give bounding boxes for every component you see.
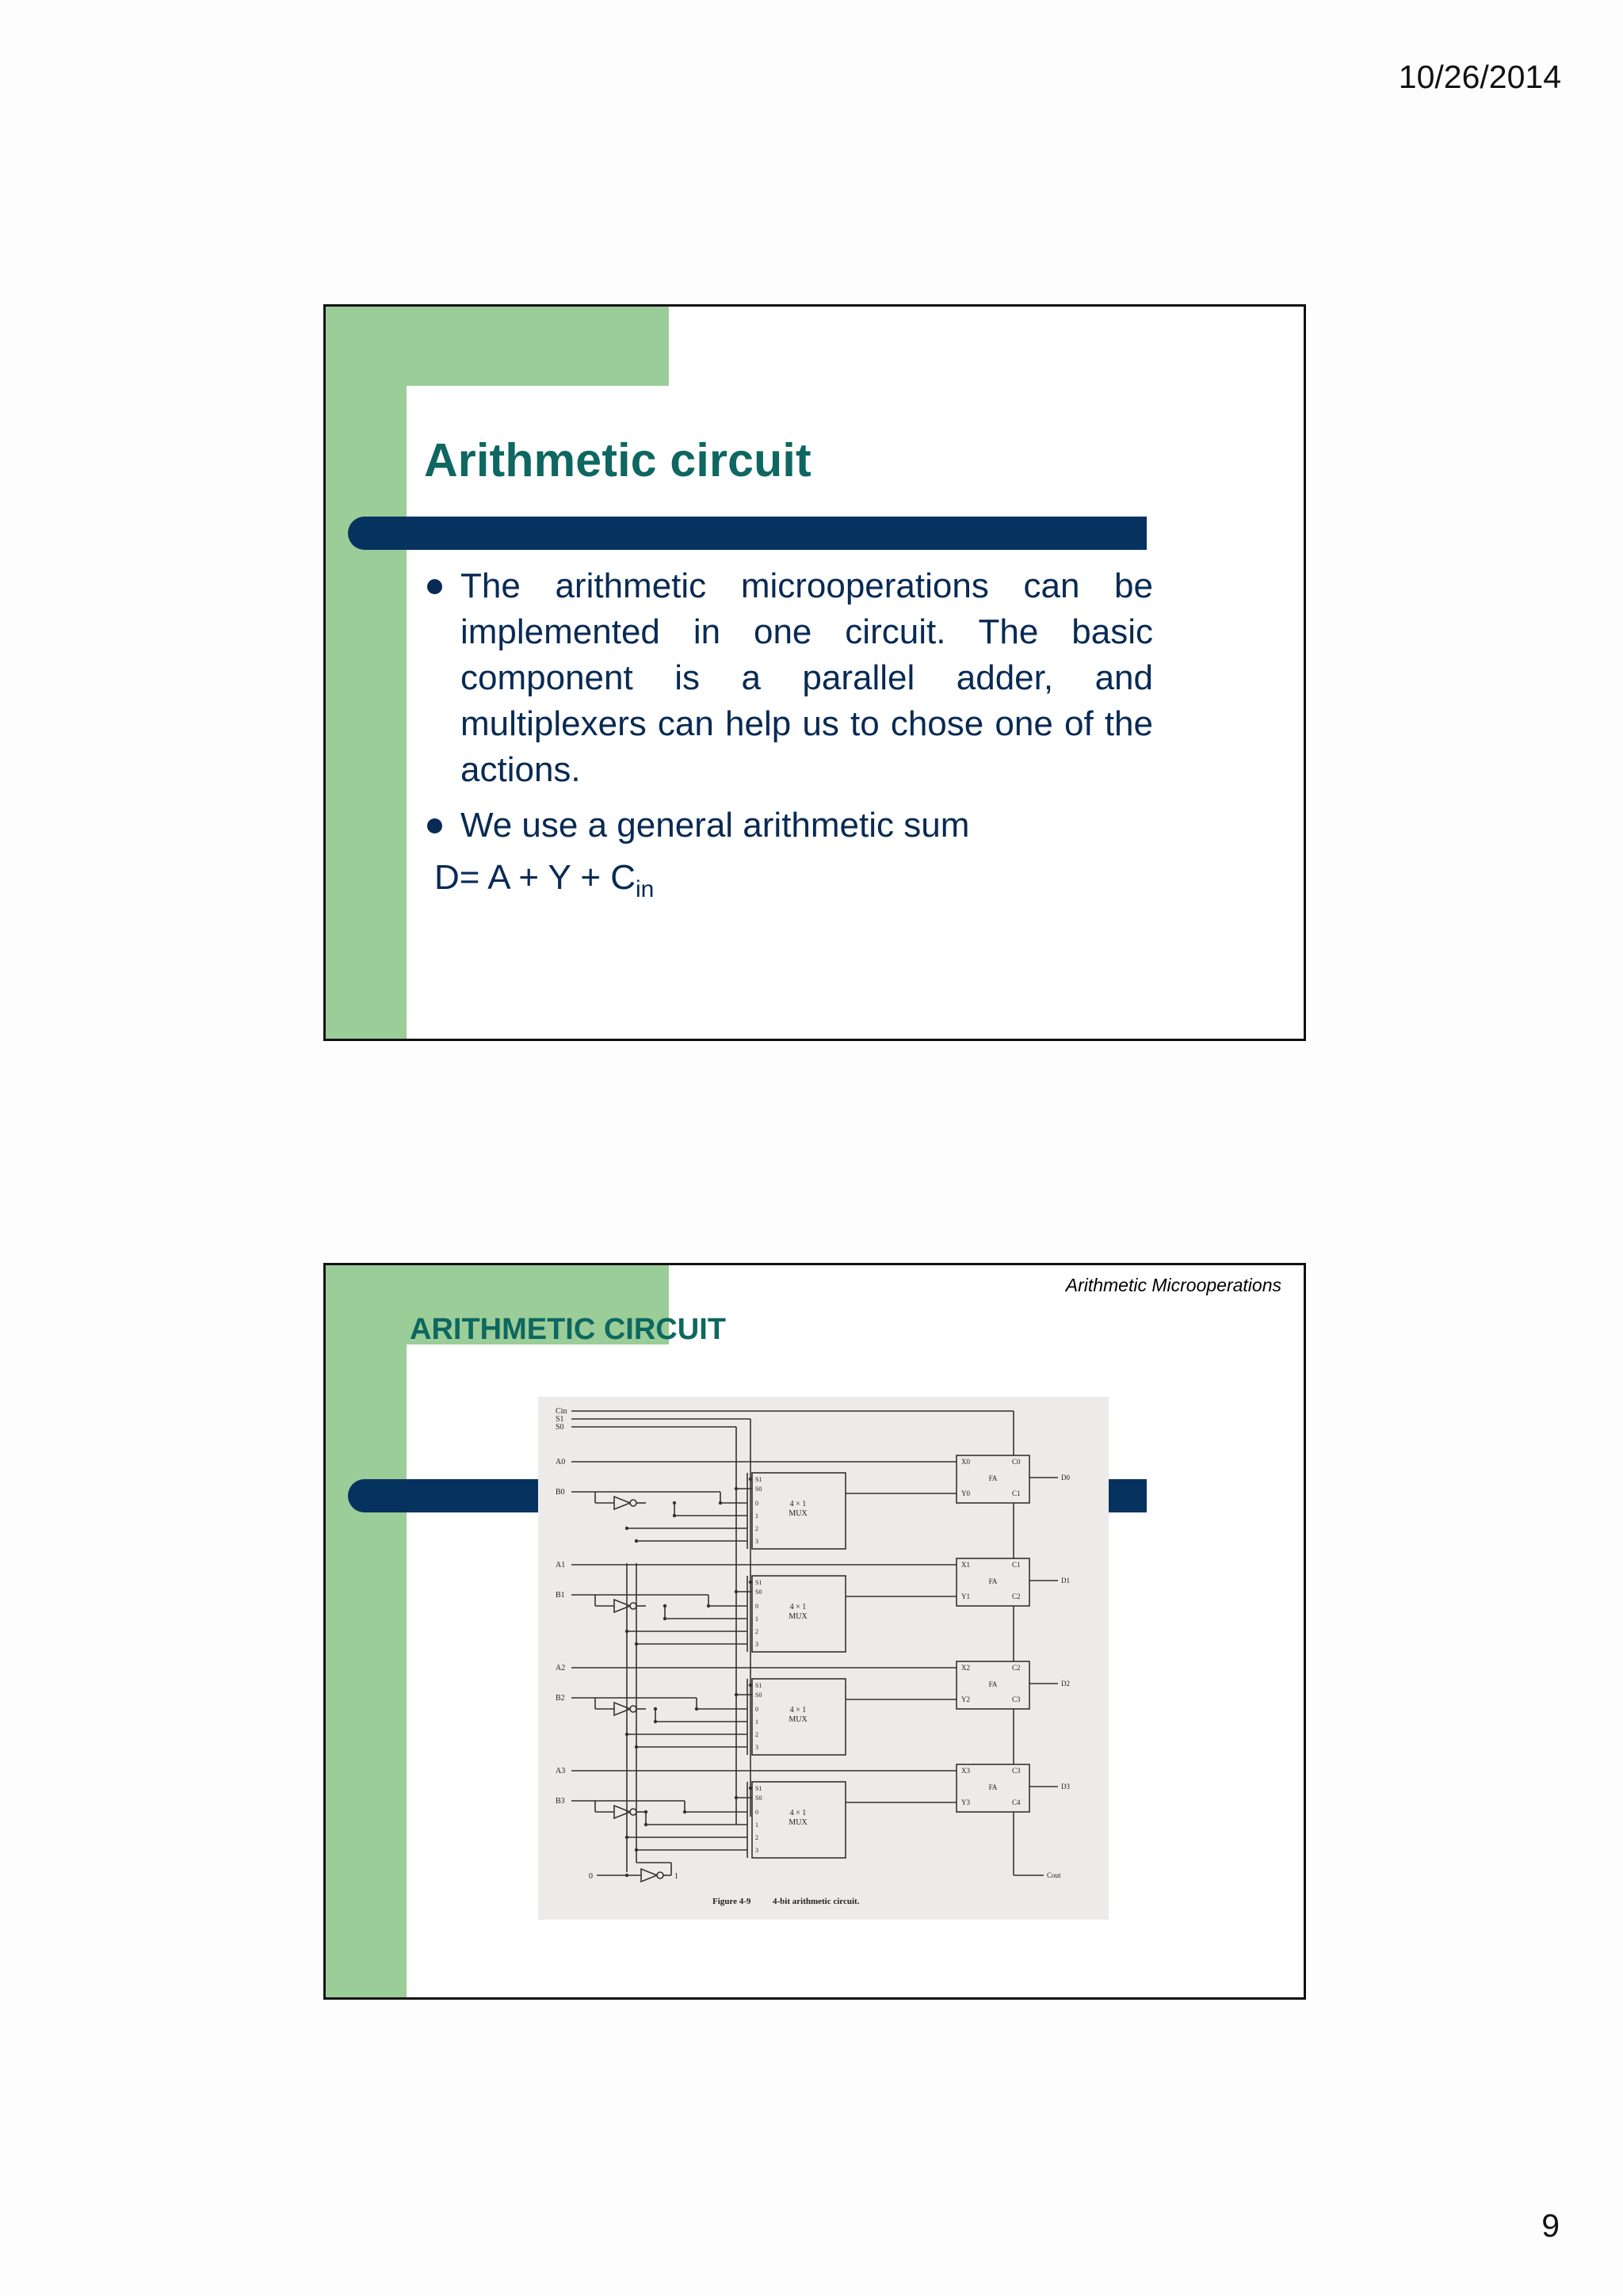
slide-title: ARITHMETIC CIRCUIT	[410, 1313, 726, 1346]
junction-dot	[673, 1501, 676, 1505]
circuit-figure	[538, 1397, 1109, 1920]
input-label-cin: Cin	[556, 1407, 567, 1416]
input-label-s1: S1	[556, 1415, 564, 1424]
fa-pin-label: Y0	[961, 1489, 970, 1497]
mux-pin-label: S0	[755, 1794, 762, 1802]
mux-pin-label: 2	[755, 1731, 758, 1738]
inverter-bubble	[630, 1706, 636, 1712]
mux-pin-label: S1	[755, 1579, 762, 1586]
constant-zero-label: 0	[589, 1872, 593, 1881]
junction-dot	[625, 1527, 628, 1530]
d-output-label: D0	[1061, 1474, 1070, 1482]
mux-pin-label: S0	[755, 1691, 762, 1699]
arithmetic-circuit-diagram	[538, 1397, 1109, 1920]
mux-pin-label: S1	[755, 1682, 762, 1689]
green-top-tab	[326, 307, 669, 386]
slide-arithmetic-circuit-diagram	[323, 1263, 1306, 2000]
mux-label: 4 × 1	[789, 1500, 807, 1508]
mux-pin-label: 3	[755, 1641, 758, 1648]
d-output-label: D3	[1061, 1783, 1070, 1791]
a-input-label: A3	[556, 1767, 566, 1775]
inverter-gate	[614, 1806, 630, 1818]
formula-subscript: in	[636, 875, 655, 902]
fa-pin-label: X1	[961, 1561, 970, 1569]
formula-main: D= A + Y + C	[434, 858, 636, 897]
mux-pin-label: S0	[755, 1486, 762, 1493]
mux-pin-label: S1	[755, 1476, 762, 1483]
mux-pin-label: 1	[755, 1718, 758, 1726]
mux-label: MUX	[789, 1715, 808, 1724]
b-input-label: B0	[556, 1488, 565, 1497]
mux-pin-label: 3	[755, 1538, 758, 1545]
a-input-label: A1	[556, 1561, 566, 1569]
junction-dot	[735, 1693, 738, 1696]
bullet-item: The arithmetic microoperations can be implemented in one circuit. The basic component is a parallel adder, and multiplexers can help us to chose one of the actions.	[424, 563, 1153, 793]
junction-dot	[644, 1810, 647, 1814]
corner-curve	[407, 1344, 478, 1416]
fa-pin-label: Y2	[961, 1695, 970, 1703]
inverter-bubble	[657, 1872, 663, 1878]
bullet-list	[424, 563, 1153, 858]
fa-pin-label: C4	[1012, 1798, 1021, 1806]
inverter-gate	[614, 1497, 630, 1509]
junction-dot	[654, 1707, 657, 1711]
cout-label: Cout	[1047, 1871, 1061, 1879]
figure-caption-text: 4-bit arithmetic circuit.	[773, 1897, 860, 1906]
fa-pin-label: C0	[1012, 1458, 1021, 1466]
mux-pin-label: 1	[755, 1512, 758, 1520]
page-date: 10/26/2014	[1398, 59, 1561, 95]
input-label-s0: S0	[556, 1423, 564, 1432]
mux-pin-label: 2	[755, 1525, 758, 1532]
fa-pin-label: X2	[961, 1664, 970, 1672]
fa-pin-label: C2	[1012, 1664, 1021, 1672]
mux-pin-label: S0	[755, 1589, 762, 1596]
slide-arithmetic-circuit	[323, 304, 1306, 1041]
junction-dot	[663, 1604, 666, 1608]
junction-dot	[735, 1590, 738, 1593]
page-number: 9	[1541, 2207, 1560, 2244]
slide-title: Arithmetic circuit	[424, 434, 812, 486]
fa-pin-label: C3	[1012, 1695, 1021, 1703]
title-rule	[348, 517, 1147, 550]
junction-dot	[749, 1478, 752, 1481]
constant-one-label: 1	[674, 1872, 678, 1881]
junction-dot	[749, 1787, 752, 1790]
mux-pin-label: 0	[755, 1603, 758, 1610]
junction-dot	[735, 1796, 738, 1799]
junction-dot	[735, 1487, 738, 1490]
mux-pin-label: 2	[755, 1834, 758, 1841]
fa-label: FA	[988, 1577, 998, 1585]
d-output-label: D1	[1061, 1577, 1070, 1585]
fa-label: FA	[988, 1474, 998, 1482]
b-input-label: B2	[556, 1694, 565, 1703]
fa-pin-label: X0	[961, 1458, 970, 1466]
d-output-label: D2	[1061, 1680, 1070, 1688]
fa-pin-label: C2	[1012, 1592, 1021, 1600]
inverter-gate	[641, 1869, 657, 1882]
mux-label: 4 × 1	[789, 1603, 807, 1611]
sum-formula	[434, 858, 654, 903]
fa-pin-label: Y1	[961, 1592, 970, 1600]
mux-pin-label: 3	[755, 1744, 758, 1751]
inverter-bubble	[630, 1809, 636, 1815]
header-note: Arithmetic Microoperations	[1065, 1275, 1281, 1295]
inverter-bubble	[630, 1603, 636, 1609]
bullet-item: We use a general arithmetic sum	[424, 803, 1153, 849]
fa-pin-label: X3	[961, 1767, 970, 1775]
a-input-label: A2	[556, 1664, 566, 1672]
mux-pin-label: 2	[755, 1628, 758, 1635]
green-side-bar	[326, 307, 407, 1039]
mux-label: MUX	[789, 1612, 808, 1621]
mux-pin-label: 1	[755, 1821, 758, 1829]
mux-pin-label: 0	[755, 1809, 758, 1816]
junction-dot	[635, 1539, 638, 1543]
mux-label: MUX	[789, 1818, 808, 1827]
fa-label: FA	[988, 1783, 998, 1791]
mux-pin-label: 0	[755, 1500, 758, 1507]
mux-label: 4 × 1	[789, 1706, 807, 1714]
b-input-label: B1	[556, 1591, 565, 1600]
figure-caption-number: Figure 4-9	[712, 1897, 751, 1906]
mux-pin-label: S1	[755, 1785, 762, 1792]
mux-label: 4 × 1	[789, 1809, 807, 1817]
a-input-label: A0	[556, 1458, 566, 1466]
inverter-gate	[614, 1703, 630, 1715]
b-input-label: B3	[556, 1797, 565, 1806]
junction-dot	[749, 1684, 752, 1687]
fa-pin-label: C3	[1012, 1767, 1021, 1775]
fa-pin-label: C1	[1012, 1489, 1021, 1497]
fa-label: FA	[988, 1680, 998, 1688]
mux-pin-label: 0	[755, 1706, 758, 1713]
mux-pin-label: 3	[755, 1847, 758, 1854]
fa-pin-label: Y3	[961, 1798, 970, 1806]
mux-pin-label: 1	[755, 1615, 758, 1623]
junction-dot	[749, 1581, 752, 1584]
inverter-gate	[614, 1600, 630, 1612]
fa-pin-label: C1	[1012, 1561, 1021, 1569]
green-side-bar	[326, 1265, 407, 1997]
mux-label: MUX	[789, 1509, 808, 1518]
inverter-bubble	[630, 1500, 636, 1506]
